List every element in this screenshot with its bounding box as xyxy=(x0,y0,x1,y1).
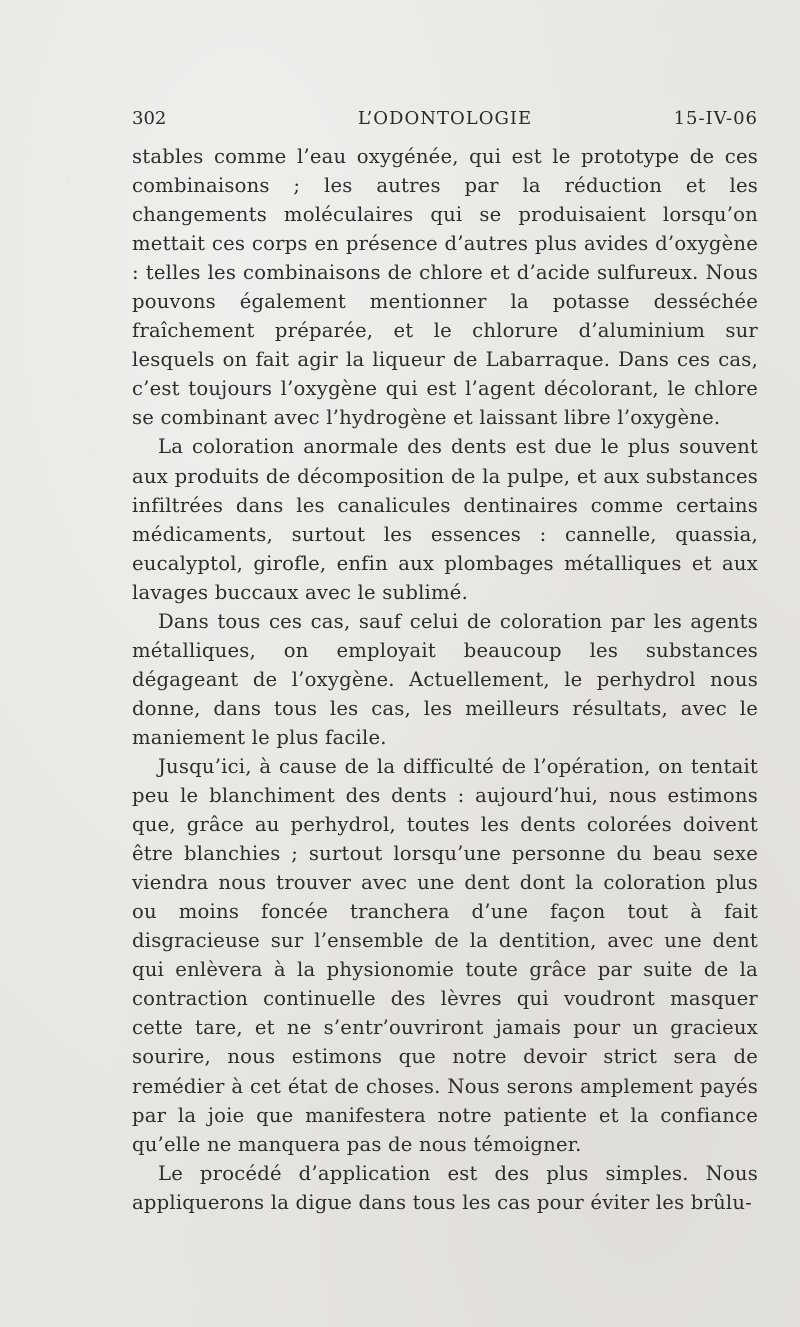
paragraph-blanchiment: Jusqu’ici, à cause de la difficulté de l’opération, on tentait peu le blanchiment des dents : aujourd’hui, nous estimons que, grâce au perhydrol, toutes les dents colorées doivent être blanchies ; surtout lorsqu’une personne du beau sexe viendra nous trouver avec une dent dont la coloration plus ou moins foncée tranchera d’une façon tout à fait disgracieuse sur l’ensemble de la dentition, avec une dent qui enlèvera à la physionomie toute grâce par suite de la contraction continuelle des lèvres qui voudront masquer cette tare, et ne s’entr’ouvriront jamais pour un gracieux sourire, nous estimons que notre devoir strict sera de remédier à cet état de choses. Nous serons amplement payés par la joie que manifestera notre patiente et la confiance qu’elle ne manquera pas de nous témoigner. xyxy=(132,754,758,1156)
paragraph-procede: Le procédé d’application est des plus simples. Nous appliquerons la digue dans tous les cas pour éviter les brûlu- xyxy=(132,1161,758,1214)
paragraph-agents: Dans tous ces cas, sauf celui de coloration par les agents métalliques, on employait beaucoup les substances dégageant de l’oxygène. Actuellement, le perhydrol nous donne, dans tous les cas, les meilleurs résultats, avec le maniement le plus facile. xyxy=(132,609,758,749)
body-text xyxy=(132,142,758,1217)
page-number: 302 xyxy=(132,108,167,129)
paragraph-coloration: La coloration anormale des dents est due le plus souvent aux produits de décomposition de la pulpe, et aux substances infiltrées dans les canalicules dentinaires comme certains médicaments, surtout les essences : cannelle, quassia, eucalyptol, girofle, enfin aux plombages métalliques et aux lavages buccaux avec le sublimé. xyxy=(132,435,758,604)
issue-date: 15-IV-06 xyxy=(673,108,758,129)
page-header xyxy=(132,104,758,134)
paragraph-continuation: stables comme l’eau oxygénée, qui est le prototype de ces combinaisons ; les autres par la réduction et les changements moléculaires qui se produisaient lorsqu’on mettait ces corps en présence d’autres plus avides d’oxygène : telles les combinaisons de chlore et d’acide sulfureux. Nous pouvons également mentionner la potasse desséchée fraîchement préparée, et le chlorure d’aluminium sur lesquels on fait agir la liqueur de Labarraque. Dans ces cas, c’est toujours l’oxygène qui est l’agent décolorant, le chlore se combinant avec l’hydrogène et laissant libre l’oxygène. xyxy=(132,145,758,430)
running-title: L’ODONTOLOGIE xyxy=(357,108,533,129)
